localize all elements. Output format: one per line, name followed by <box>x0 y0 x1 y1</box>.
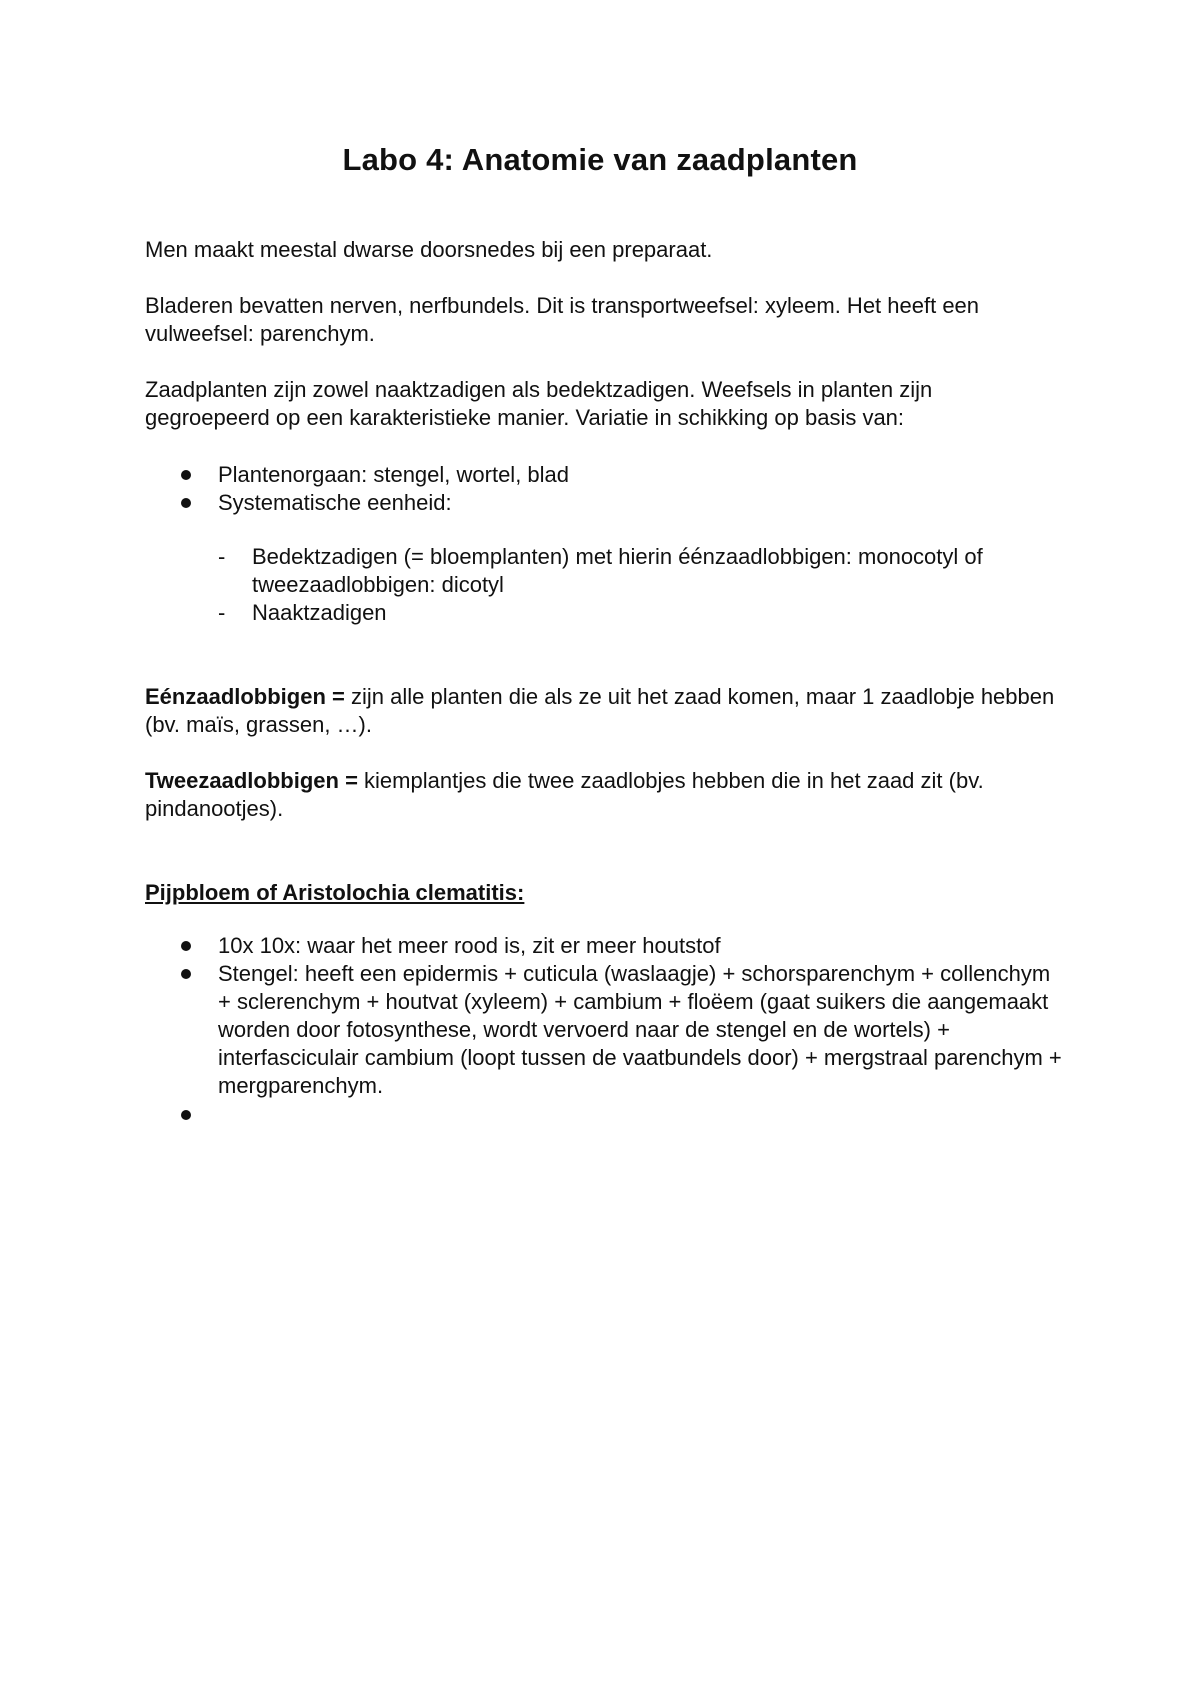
bullet-icon <box>181 470 191 480</box>
paragraph-bladeren: Bladeren bevatten nerven, nerfbundels. Dit is transportweefsel: xyleem. Het heeft een vulweefsel: parenchym. <box>145 293 980 346</box>
definition-term: Tweezaadlobbigen = <box>145 768 358 793</box>
bullet-icon <box>181 1110 191 1120</box>
list-item: Stengel: heeft een epidermis + cuticula (waslaagje) + schorsparenchym + collenchym + sclerenchym + houtvat (xyleem) + cambium + floëem (gaat suikers die aangemaakt worden door fotosynthese, wordt vervoerd naar de stengel en de wortels) + interfasciculair cambium (loopt tussen de vaatbundels door) + mergstraal parenchym + mergparenchym. <box>218 961 1062 1098</box>
sublist-item: Naaktzadigen <box>252 600 387 625</box>
list-item: Plantenorgaan: stengel, wortel, blad <box>218 462 570 487</box>
bullet-icon <box>181 498 191 508</box>
sublist-item: Bedektzadigen (= bloemplanten) met hierin éénzaadlobbigen: monocotyl of tweezaadlobbigen: dicotyl <box>252 544 983 597</box>
definition-text: zijn alle planten die als ze uit het zaad komen, maar 1 zaadlobje hebben (bv. maïs, grassen, …). <box>145 684 1055 737</box>
definition-monocotyl <box>145 683 1075 739</box>
dash-icon: - <box>218 600 226 625</box>
paragraph-intro: Men maakt meestal dwarse doorsnedes bij een preparaat. <box>145 237 713 262</box>
definition-term: Eénzaadlobbigen = <box>145 684 345 709</box>
bullet-icon <box>181 941 191 951</box>
definition-dicotyl <box>145 767 1045 823</box>
section-heading: Pijpbloem of Aristolochia clematitis: <box>145 880 525 905</box>
dash-icon: - <box>218 544 226 569</box>
list-item: Systematische eenheid: <box>218 490 452 515</box>
bullet-icon <box>181 969 191 979</box>
definition-text: kiemplantjes die twee zaadlobjes hebben die in het zaad zit (bv. pindanootjes). <box>145 768 984 821</box>
document-title: Labo 4: Anatomie van zaadplanten <box>342 142 858 177</box>
list-item: 10x 10x: waar het meer rood is, zit er meer houtstof <box>218 933 721 958</box>
paragraph-zaadplanten: Zaadplanten zijn zowel naaktzadigen als bedektzadigen. Weefsels in planten zijn gegroepeerd op een karakteristieke manier. Variatie in schikking op basis van: <box>145 377 933 430</box>
